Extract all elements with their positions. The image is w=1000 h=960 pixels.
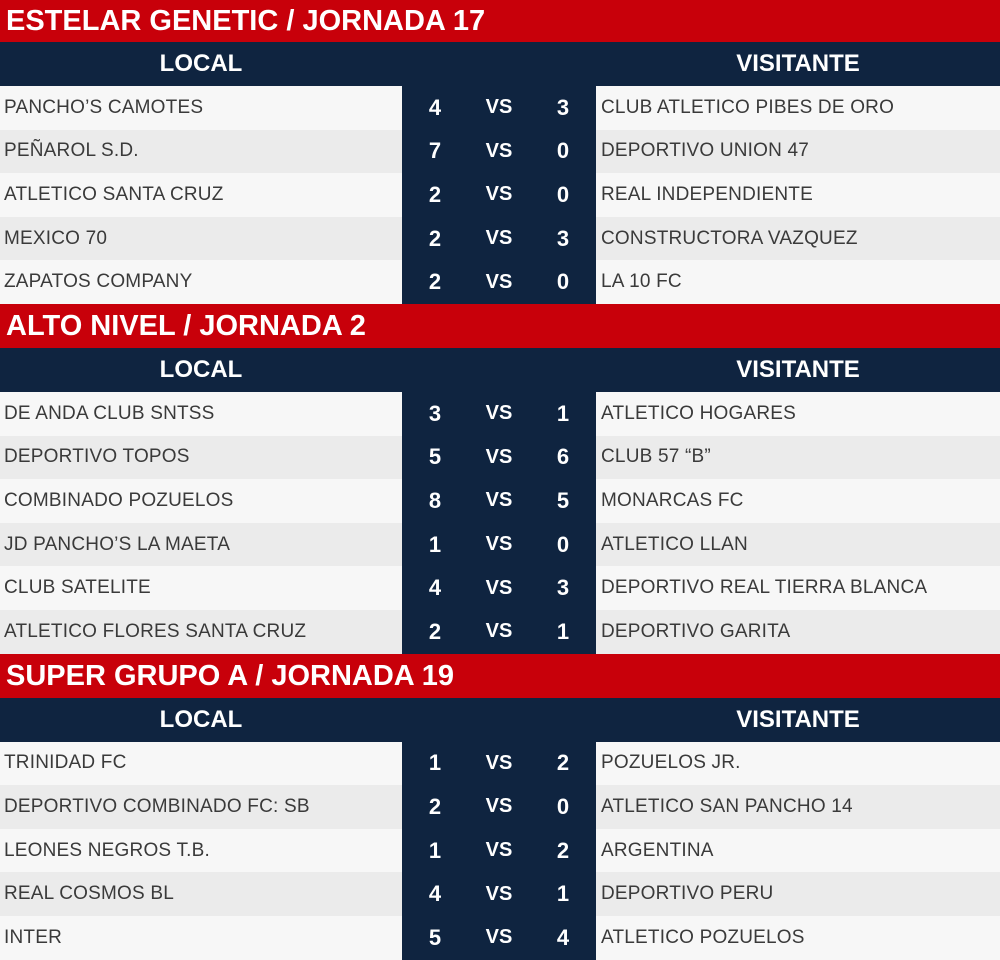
match-row: [0, 829, 1000, 873]
match-row: [0, 392, 1000, 436]
vs-label: VS: [485, 445, 513, 468]
away-team: ATLETICO SAN PANCHO 14: [596, 785, 1000, 829]
away-team: LA 10 FC: [596, 260, 1000, 304]
away-team: ARGENTINA: [596, 829, 1000, 873]
home-team: COMBINADO POZUELOS: [0, 479, 402, 523]
home-team: ATLETICO SANTA CRUZ: [0, 173, 402, 217]
match-row: [0, 130, 1000, 174]
away-team: ATLETICO LLAN: [596, 523, 1000, 567]
away-score: 1: [556, 400, 570, 426]
score-box: [402, 916, 596, 960]
home-team: JD PANCHO’S LA MAETA: [0, 523, 402, 567]
match-row: [0, 872, 1000, 916]
vs-label: VS: [485, 533, 513, 556]
home-score: 1: [428, 531, 442, 557]
score-box: [402, 392, 596, 436]
score-box: [402, 479, 596, 523]
home-team: INTER: [0, 916, 402, 960]
score-header-spacer: [402, 348, 596, 392]
vs-label: VS: [485, 489, 513, 512]
away-score: 5: [556, 487, 570, 513]
away-team: REAL INDEPENDIENTE: [596, 173, 1000, 217]
away-team: ATLETICO POZUELOS: [596, 916, 1000, 960]
away-team: DEPORTIVO GARITA: [596, 610, 1000, 654]
away-score: 3: [556, 225, 570, 251]
match-row: [0, 566, 1000, 610]
away-score: 0: [556, 531, 570, 557]
away-score: 1: [556, 881, 570, 907]
away-score: 0: [556, 138, 570, 164]
section-super-grupo-a: [0, 654, 1000, 960]
section-estelar-genetic: [0, 0, 1000, 304]
vs-label: VS: [485, 839, 513, 862]
section-title: ALTO NIVEL / JORNADA 2: [0, 304, 1000, 348]
away-team: DEPORTIVO REAL TIERRA BLANCA: [596, 566, 1000, 610]
vs-label: VS: [485, 402, 513, 425]
visitante-header: VISITANTE: [736, 355, 860, 383]
vs-label: VS: [485, 882, 513, 905]
home-team: DE ANDA CLUB SNTSS: [0, 392, 402, 436]
away-team: ATLETICO HOGARES: [596, 392, 1000, 436]
visitante-header: VISITANTE: [736, 50, 860, 77]
vs-label: VS: [485, 795, 513, 818]
home-score: 2: [428, 269, 442, 295]
score-box: [402, 173, 596, 217]
score-box: [402, 260, 596, 304]
away-score: 0: [556, 269, 570, 295]
away-team: MONARCAS FC: [596, 479, 1000, 523]
away-team: POZUELOS JR.: [596, 742, 1000, 786]
section-title: ESTELAR GENETIC / JORNADA 17: [0, 0, 1000, 42]
section-title: SUPER GRUPO A / JORNADA 19: [0, 654, 1000, 698]
away-score: 0: [556, 181, 570, 207]
away-score: 0: [556, 793, 570, 819]
away-score: 2: [556, 750, 570, 776]
home-score: 1: [428, 750, 442, 776]
away-team: DEPORTIVO PERU: [596, 872, 1000, 916]
score-box: [402, 566, 596, 610]
away-team: CLUB 57 “B”: [596, 436, 1000, 480]
home-score: 2: [428, 181, 442, 207]
home-team: ZAPATOS COMPANY: [0, 260, 402, 304]
score-box: [402, 217, 596, 261]
match-row: [0, 785, 1000, 829]
home-score: 1: [428, 837, 442, 863]
score-box: [402, 130, 596, 174]
section-alto-nivel: [0, 304, 1000, 654]
away-score: 2: [556, 837, 570, 863]
vs-label: VS: [485, 139, 513, 162]
home-score: 4: [428, 575, 442, 601]
home-team: DEPORTIVO COMBINADO FC: SB: [0, 785, 402, 829]
home-score: 5: [428, 924, 442, 950]
score-box: [402, 523, 596, 567]
vs-label: VS: [485, 576, 513, 599]
score-box: [402, 785, 596, 829]
vs-label: VS: [485, 270, 513, 293]
away-score: 4: [556, 924, 570, 950]
vs-label: VS: [485, 926, 513, 949]
local-header: LOCAL: [159, 50, 243, 77]
home-team: CLUB SATELITE: [0, 566, 402, 610]
vs-label: VS: [485, 620, 513, 643]
vs-label: VS: [485, 751, 513, 774]
home-score: 3: [428, 400, 442, 426]
away-score: 3: [556, 94, 570, 120]
score-box: [402, 872, 596, 916]
local-header: LOCAL: [159, 355, 243, 383]
home-score: 8: [428, 487, 442, 513]
column-header: [0, 698, 1000, 742]
match-row: [0, 173, 1000, 217]
match-row: [0, 610, 1000, 654]
score-header-spacer: [402, 42, 596, 86]
vs-label: VS: [485, 183, 513, 206]
match-row: [0, 742, 1000, 786]
score-box: [402, 829, 596, 873]
home-score: 5: [428, 444, 442, 470]
score-box: [402, 742, 596, 786]
home-team: ATLETICO FLORES SANTA CRUZ: [0, 610, 402, 654]
home-team: TRINIDAD FC: [0, 742, 402, 786]
home-team: PEÑAROL S.D.: [0, 130, 402, 174]
home-team: MEXICO 70: [0, 217, 402, 261]
visitante-header: VISITANTE: [736, 705, 860, 733]
away-score: 6: [556, 444, 570, 470]
home-team: DEPORTIVO TOPOS: [0, 436, 402, 480]
column-header: [0, 348, 1000, 392]
match-row: [0, 86, 1000, 130]
vs-label: VS: [485, 227, 513, 250]
home-score: 7: [428, 138, 442, 164]
home-score: 4: [428, 881, 442, 907]
away-team: DEPORTIVO UNION 47: [596, 130, 1000, 174]
home-team: PANCHO’S CAMOTES: [0, 86, 402, 130]
local-header: LOCAL: [159, 705, 243, 733]
away-score: 1: [556, 618, 570, 644]
match-row: [0, 217, 1000, 261]
score-header-spacer: [402, 698, 596, 742]
home-team: REAL COSMOS BL: [0, 872, 402, 916]
match-row: [0, 523, 1000, 567]
match-row: [0, 479, 1000, 523]
home-team: LEONES NEGROS T.B.: [0, 829, 402, 873]
away-team: CLUB ATLETICO PIBES DE ORO: [596, 86, 1000, 130]
match-row: [0, 260, 1000, 304]
score-box: [402, 610, 596, 654]
home-score: 4: [428, 94, 442, 120]
match-row: [0, 916, 1000, 960]
home-score: 2: [428, 793, 442, 819]
score-box: [402, 86, 596, 130]
away-score: 3: [556, 575, 570, 601]
vs-label: VS: [485, 96, 513, 119]
score-box: [402, 436, 596, 480]
home-score: 2: [428, 618, 442, 644]
home-score: 2: [428, 225, 442, 251]
match-row: [0, 436, 1000, 480]
away-team: CONSTRUCTORA VAZQUEZ: [596, 217, 1000, 261]
column-header: [0, 42, 1000, 86]
